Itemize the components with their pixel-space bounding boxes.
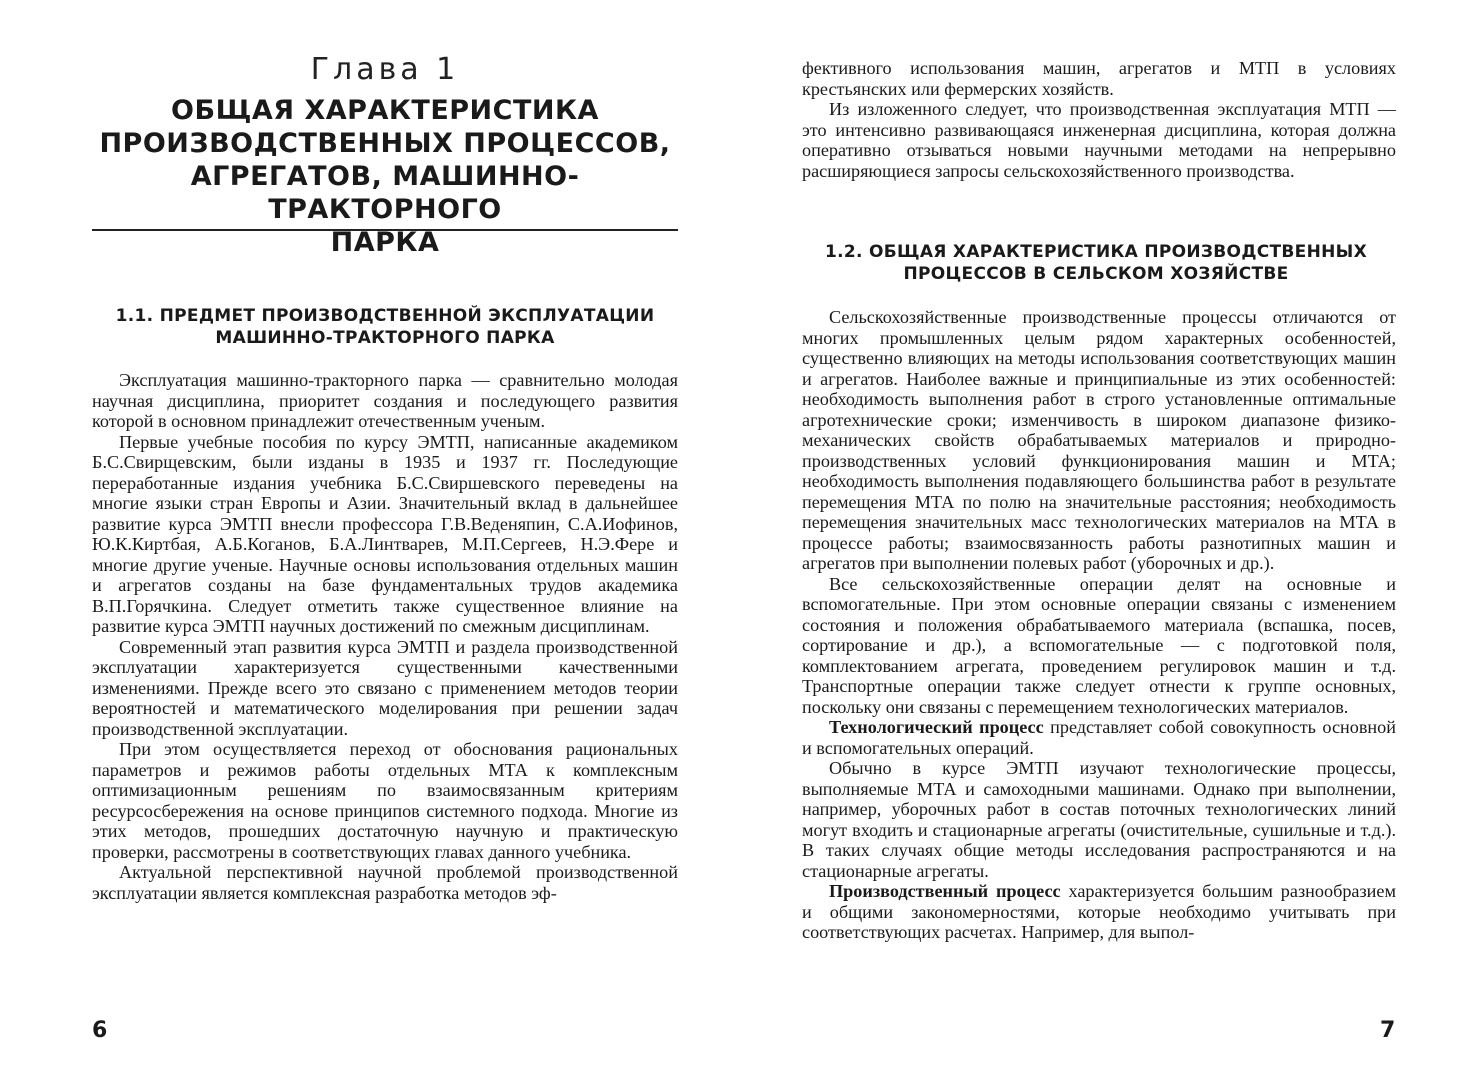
paragraph: Сельскохозяйственные производственные процессы отличаются от многих промышленных целым рядом характерных особенностей, существенно влияющих на методы использования соответствующих машин и агрегатов. Наиболее важные и принципиальные из этих особенностей: необходимость выполнения работ в строго установленные оптимальные агротехнические сроки; изменчивость в широком диапазоне физико-механических свойств обрабатываемых материалов и природно-производственных условий функционирования машин и МТА; необходимость выполнения подавляющего большинства работ в результате перемещения МТА по полю на значительные расстояния; необходимость перемещения значительных масс технологических материалов на МТА в процессе работы; взаимосвязанность работы разнотипных машин и агрегатов при выполнении полевых работ (уборочных и др.). (802, 307, 1396, 573)
right-body-text (802, 307, 1396, 943)
paragraph-technological-process (802, 717, 1396, 758)
paragraph: Актуальной перспективной научной проблемой производственной эксплуатации является комплексная разработка методов эф- (92, 862, 678, 903)
chapter-title-line: ОБЩАЯ ХАРАКТЕРИСТИКА (171, 95, 599, 126)
paragraph: Современный этап развития курса ЭМТП и раздела производственной эксплуатации характеризуется существенными качественными изменениями. Прежде всего это связано с применением методов теории вероятностей и математического моделирования при решении задач производственной эксплуатации. (92, 636, 678, 739)
paragraph: Эксплуатация машинно-тракторного парка — сравнительно молодая научная дисциплина, приоритет создания и последующего развития которой в основном принадлежит отечественным ученым. (92, 370, 678, 431)
paragraph-text: представляет собой совокупность основной и вспомогательных операций. (802, 717, 1396, 758)
section-heading-line: 1.1. ПРЕДМЕТ ПРОИЗВОДСТВЕННОЙ ЭКСПЛУАТАЦИИ (115, 306, 655, 326)
chapter-label: Глава 1 (310, 52, 460, 87)
paragraph-production-process (802, 881, 1396, 943)
term-production-process: Производственный процесс (829, 881, 1061, 901)
chapter-title (92, 94, 678, 259)
section-heading-line: 1.2. ОБЩАЯ ХАРАКТЕРИСТИКА ПРОИЗВОДСТВЕННЫХ (825, 242, 1367, 262)
chapter-title-line: ПРОИЗВОДСТВЕННЫХ ПРОЦЕССОВ, (99, 128, 671, 159)
paragraph: Обычно в курсе ЭМТП изучают технологические процессы, выполняемые МТА и самоходными машинами. Однако при выполнении, например, уборочных работ в состав поточных технологических линий могут входить и стационарные агрегаты (очистительные, сушильные и т.д.). В таких случаях общие методы исследования распространяются и на стационарные агрегаты. (802, 758, 1396, 881)
chapter-title-line: АГРЕГАТОВ, МАШИННО-ТРАКТОРНОГО (190, 161, 580, 225)
paragraph: Все сельскохозяйственные операции делят на основные и вспомогательные. При этом основные операции связаны с изменением состояния и положения обрабатываемого материала (вспашка, посев, сортирование и др.), а вспомогательные — с подготовкой поля, комплектованием агрегата, проведением регулировок машин и т.д. Транспортные операции также следует отнести к группе основных, поскольку они связаны с перемещением технологических материалов. (802, 573, 1396, 717)
paragraph: При этом осуществляется переход от обоснования рациональных параметров и режимов работы отдельных МТА к комплексным оптимизационным решениям по взаимосвязанным критериям ресурсосбережения на основе принципов системного подхода. Многие из этих методов, прошедших достаточную научную и практическую проверки, рассмотрены в соответствующих главах данного учебника. (92, 739, 678, 862)
section-heading-1-2 (796, 241, 1396, 285)
section-heading-line: ПРОЦЕССОВ В СЕЛЬСКОМ ХОЗЯЙСТВЕ (903, 264, 1289, 284)
left-body-text (92, 370, 678, 903)
chapter-title-line: ПАРКА (330, 227, 440, 258)
section-heading-line: МАШИННО-ТРАКТОРНОГО ПАРКА (215, 328, 555, 348)
page-number-left: 6 (92, 1018, 108, 1043)
right-top-text (802, 58, 1396, 181)
section-heading-1-1 (92, 305, 678, 349)
paragraph: Первые учебные пособия по курсу ЭМТП, написанные академиком Б.С.Свирщевским, были изданы в 1935 и 1937 гг. Последующие переработанные издания учебника Б.С.Свиршевского переведены на многие языки стран Европы и Азии. Значительный вклад в дальнейшее развитие курса ЭМТП внесли профессора Г.В.Веденяпин, С.А.Иофинов, Ю.К.Киртбая, А.Б.Коганов, Б.А.Линтварев, М.П.Сергеев, Н.Э.Фере и многие другие ученые. Научные основы использования отдельных машин и агрегатов созданы на базе фундаментальных трудов академика В.П.Горячкина. Следует отметить также существенное влияние на развитие курса ЭМТП научных достижений по смежным дисциплинам. (92, 431, 678, 636)
right-page (736, 0, 1472, 1080)
paragraph-text: характеризуется большим разнообразием и общими закономерностями, которые необходимо учитывать при соответствующих расчетах. Например, для выпол- (802, 881, 1396, 942)
paragraph: Из изложенного следует, что производственная эксплуатация МТП — это интенсивно развивающаяся инженерная дисциплина, которая должна оперативно отзываться новыми научными методами на непрерывно расширяющиеся запросы сельскохозяйственного производства. (802, 99, 1396, 181)
page-number-right: 7 (1380, 1018, 1396, 1043)
chapter-divider (92, 229, 678, 231)
term-technological-process: Технологический процесс (829, 717, 1044, 737)
paragraph: фективного использования машин, агрегатов и МТП в условиях крестьянских или фермерских хозяйств. (802, 58, 1396, 99)
